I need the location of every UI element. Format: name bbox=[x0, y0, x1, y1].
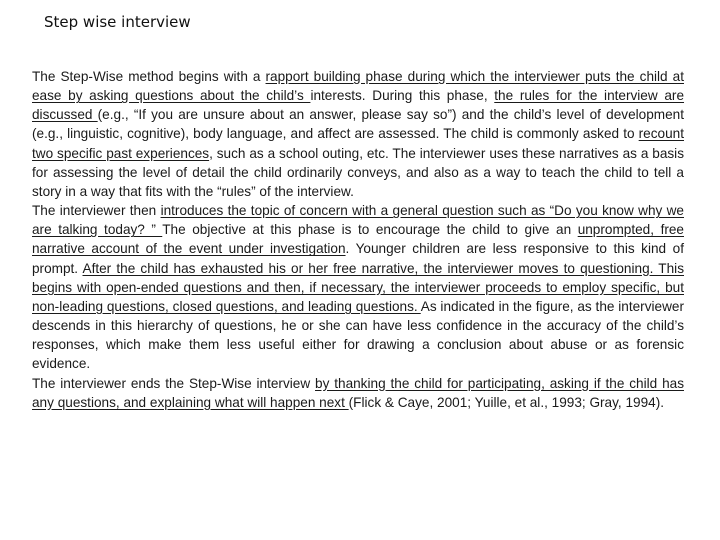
text-segment: As indicated in the figure, as the interviewer descends in this hierarchy of questions, he or she can have less confidence in the accuracy of the child’s responses, which make them less useful either for drawing a conclusion about abuse or as forensic evidence. bbox=[32, 298, 684, 372]
paragraph bbox=[32, 201, 684, 373]
text-segment: (e.g., “If you are unsure about an answer, please say so”) and the child’s level of development (e.g., linguistic, cognitive), body language, and affect are assessed. The child is commonly asked to bbox=[32, 107, 684, 142]
text-segment: interests. During this phase, bbox=[310, 88, 495, 104]
text-segment: The objective at this phase is to encourage the child to give an bbox=[162, 222, 578, 238]
underlined-text: recount two specific past experiences bbox=[32, 126, 684, 161]
underlined-text: After the child has exhausted his or her free narrative, the interviewer moves to questioning. This begins with open-ended questions and then, if necessary, the interviewer proceeds to employ specific, but non-leading questions, closed questions, and leading questions. bbox=[32, 260, 684, 314]
text-segment: The interviewer then bbox=[32, 203, 161, 219]
underlined-text: introduces the topic of concern with a general question such as “Do you know why we are talking today? ” bbox=[32, 203, 684, 238]
underlined-text: by thanking the child for participating, asking if the child has any questions, and explaining what will happen next bbox=[32, 375, 684, 410]
underlined-text: rapport building phase during which the interviewer puts the child at ease by asking questions about the child’s bbox=[32, 69, 684, 104]
slide-title: Step wise interview bbox=[44, 13, 191, 31]
text-segment: The Step-Wise method begins with a bbox=[32, 69, 266, 84]
text-segment: . Younger children are less responsive to this kind of prompt. bbox=[32, 241, 684, 276]
text-segment: (Flick & Caye, 2001; Yuille, et al., 1993; Gray, 1994). bbox=[348, 394, 664, 410]
paragraph bbox=[32, 374, 684, 412]
text-segment: The interviewer ends the Step-Wise interview bbox=[32, 375, 316, 391]
text-segment: , such as a school outing, etc. The interviewer uses these narratives as a basis for assessing the level of detail the child ordinarily conveys, and also as a way to teach the child to tell a story in a way that fits with the “rules” of the interview. bbox=[32, 145, 684, 199]
paragraph bbox=[32, 67, 684, 201]
body-text bbox=[32, 67, 684, 412]
underlined-text: the rules for the interview are discussed bbox=[32, 88, 685, 123]
underlined-text: unprompted, free narrative account of the event under investigation bbox=[32, 222, 684, 257]
